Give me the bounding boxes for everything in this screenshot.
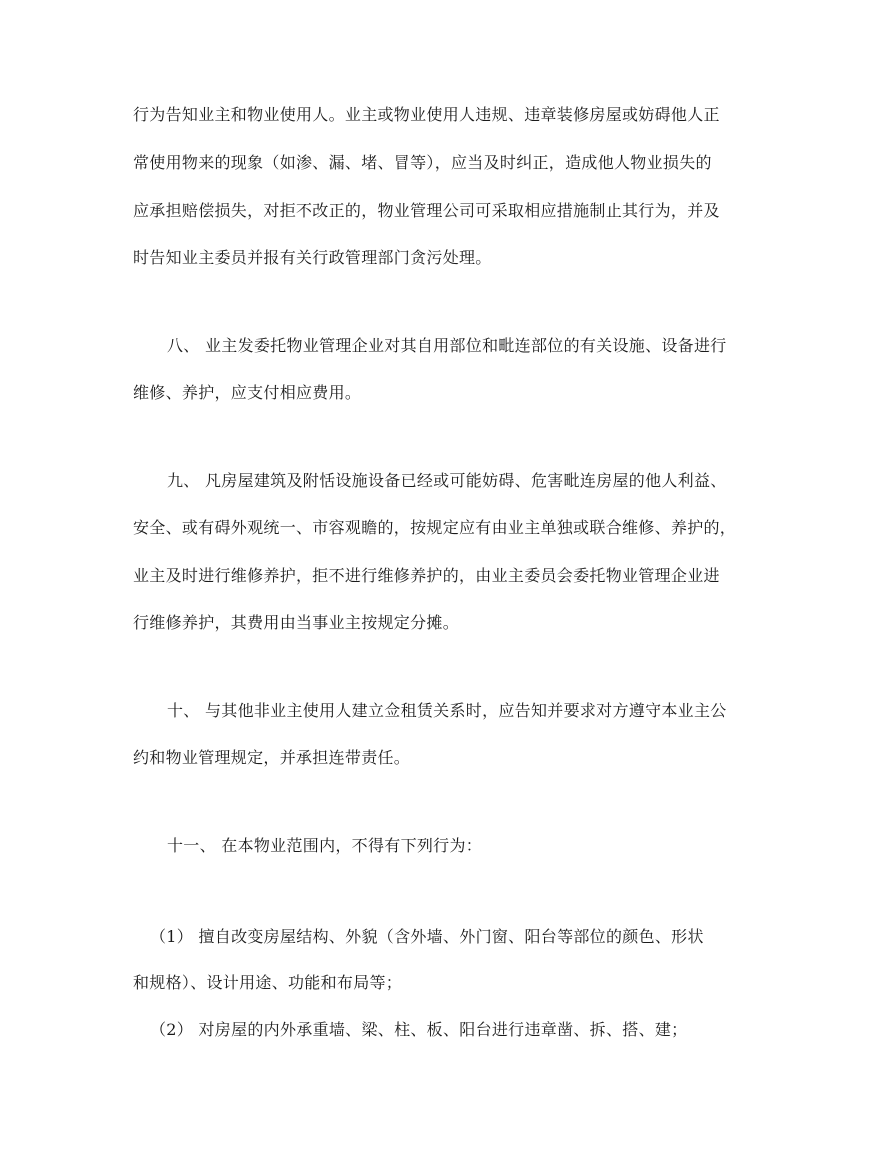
clause-10-line: 十、 与其他非业主使用人建立佥租赁关系时，应告知并要求对方遵守本业主公 bbox=[167, 701, 727, 720]
clause-8-line: 维修、养护，应支付相应费用。 bbox=[133, 383, 362, 402]
paragraph-line: 常使用物来的现象（如渗、漏、堵、冒等），应当及时纠正，造成他人物业损失的 bbox=[133, 153, 712, 172]
clause-9-line: 业主及时进行维修养护，拒不进行维修养护的，由业主委员会委托物业管理企业进 bbox=[133, 566, 720, 585]
paragraph-line: 时告知业主委员并报有关行政管理部门贪污处理。 bbox=[133, 248, 492, 267]
paragraph-line: 应承担赔偿损失，对拒不改正的，物业管理公司可采取相应措施制止其行为，并及 bbox=[133, 201, 720, 220]
clause-9-line: 行维修养护，其费用由当事业主按规定分摊。 bbox=[133, 613, 460, 632]
clause-9-line: 安全、或有碍外观统一、市容观瞻的，按规定应有由业主单独或联合维修、养护的， bbox=[133, 518, 737, 537]
list-item-1-line: （1） 擅自改变房屋结构、外貌（含外墙、外门窗、阳台等部位的颜色、形状 bbox=[150, 927, 704, 946]
list-item-2-line: （2） 对房屋的内外承重墙、梁、柱、板、阳台进行违章凿、拆、搭、建； bbox=[150, 1020, 688, 1039]
clause-11-heading: 十一、 在本物业范围内，不得有下列行为： bbox=[167, 836, 483, 855]
clause-9-line: 九、 凡房屋建筑及附恬设施设备已经或可能妨碍、危害毗连房屋的他人利益、 bbox=[167, 471, 727, 490]
clause-8-line: 八、 业主发委托物业管理企业对其自用部位和毗连部位的有关设施、设备进行 bbox=[167, 336, 727, 355]
list-item-1-line: 和规格）、设计用途、功能和布局等； bbox=[133, 973, 403, 992]
paragraph-line: 行为告知业主和物业使用人。业主或物业使用人违规、违章装修房屋或妨碍他人正 bbox=[133, 105, 720, 124]
clause-10-line: 约和物业管理规定，并承担连带责任。 bbox=[133, 748, 411, 767]
